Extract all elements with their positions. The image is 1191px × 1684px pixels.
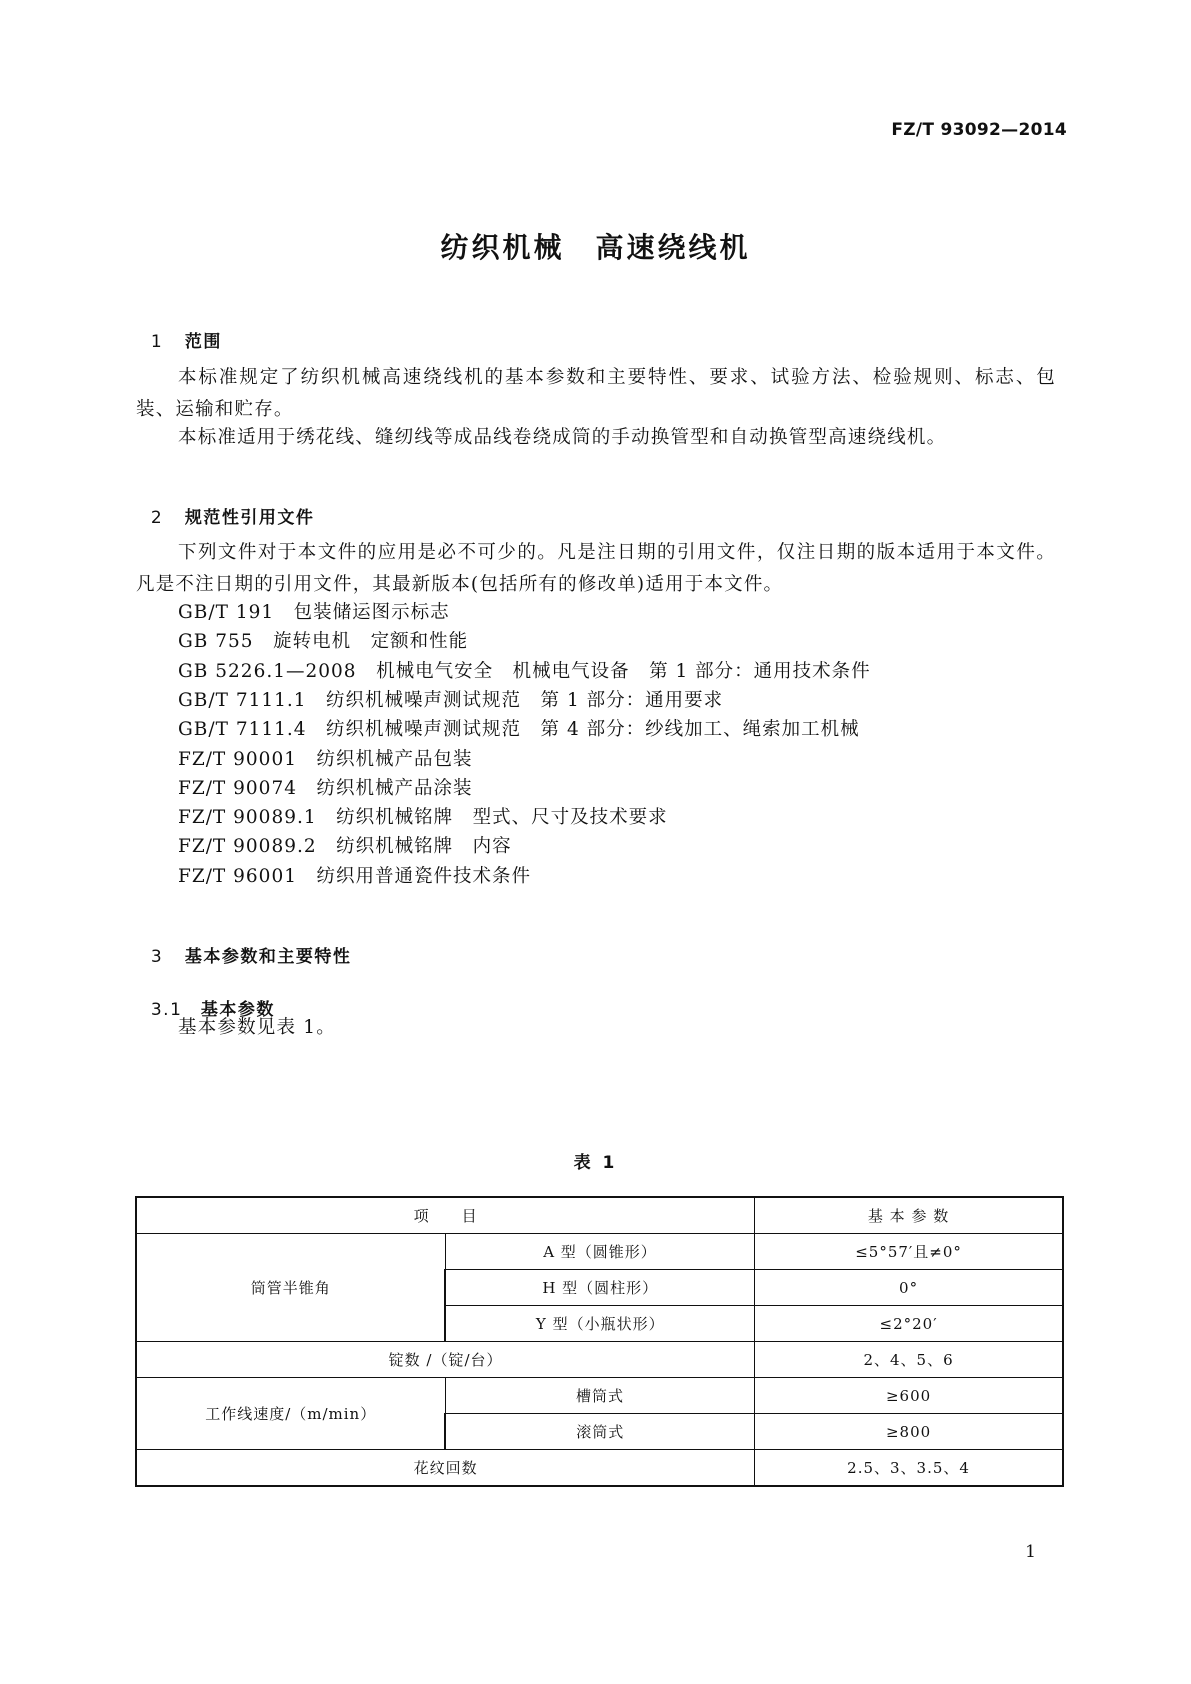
value-cell: 0° bbox=[755, 1270, 1063, 1306]
table-row bbox=[136, 1450, 1063, 1487]
reference-item: FZ/T 96001 纺织用普通瓷件技术条件 bbox=[178, 866, 531, 887]
pattern-label: 花纹回数 bbox=[136, 1450, 755, 1487]
section-title: 范围 bbox=[184, 332, 222, 352]
page-number: 1 bbox=[1025, 1542, 1036, 1562]
header-value: 基 本 参 数 bbox=[755, 1197, 1063, 1234]
section-title: 基本参数和主要特性 bbox=[184, 947, 352, 967]
speed-label: 工作线速度/（m/min） bbox=[136, 1378, 445, 1450]
value-cell: 2.5、3、3.5、4 bbox=[755, 1450, 1063, 1487]
type-cell: H 型（圆柱形） bbox=[445, 1270, 754, 1306]
section-2-heading bbox=[136, 483, 314, 528]
spindles-label: 锭数 /（锭/台） bbox=[136, 1342, 755, 1378]
section-number: 1 bbox=[150, 332, 164, 352]
basic-parameters-table bbox=[135, 1196, 1064, 1487]
section-number: 2 bbox=[150, 508, 164, 528]
cone-angle-label: 筒管半锥角 bbox=[136, 1234, 445, 1342]
params-intro: 基本参数见表 1。 bbox=[178, 1017, 336, 1038]
section-number: 3.1 bbox=[150, 1000, 183, 1020]
reference-item: GB/T 7111.1 纺织机械噪声测试规范 第 1 部分：通用要求 bbox=[178, 690, 724, 711]
document-title: 纺织机械 高速绕线机 bbox=[440, 231, 751, 264]
type-cell: 槽筒式 bbox=[445, 1378, 754, 1414]
value-cell: ≥600 bbox=[755, 1378, 1063, 1414]
reference-item: GB 755 旋转电机 定额和性能 bbox=[178, 631, 469, 652]
header-item: 项 目 bbox=[136, 1197, 755, 1234]
value-cell: ≤5°57′且≠0° bbox=[755, 1234, 1063, 1270]
type-cell: A 型（圆锥形） bbox=[445, 1234, 754, 1270]
section-title: 基本参数 bbox=[200, 1000, 275, 1020]
type-cell: 滚筒式 bbox=[445, 1414, 754, 1450]
reference-item: FZ/T 90001 纺织机械产品包装 bbox=[178, 749, 473, 770]
reference-item: GB 5226.1—2008 机械电气安全 机械电气设备 第 1 部分：通用技术条件 bbox=[178, 661, 871, 682]
reference-item: GB/T 7111.4 纺织机械噪声测试规范 第 4 部分：纱线加工、绳索加工机械 bbox=[178, 719, 860, 740]
reference-item: FZ/T 90089.2 纺织机械铭牌 内容 bbox=[178, 836, 512, 857]
references-intro: 下列文件对于本文件的应用是必不可少的。凡是注日期的引用文件，仅注日期的版本适用于本文件。凡是不注日期的引用文件，其最新版本(包括所有的修改单)适用于本文件。 bbox=[136, 542, 1056, 595]
scope-paragraph-1: 本标准规定了纺织机械高速绕线机的基本参数和主要特性、要求、试验方法、检验规则、标志、包装、运输和贮存。 bbox=[136, 367, 1056, 420]
table-header-row bbox=[136, 1197, 1063, 1234]
table-row bbox=[136, 1378, 1063, 1414]
section-1-heading bbox=[136, 307, 222, 352]
section-3-heading bbox=[136, 922, 351, 967]
section-title: 规范性引用文件 bbox=[184, 508, 315, 528]
value-cell: ≤2°20′ bbox=[755, 1306, 1063, 1342]
scope-paragraph-2: 本标准适用于绣花线、缝纫线等成品线卷绕成筒的手动换管型和自动换管型高速绕线机。 bbox=[178, 427, 947, 448]
value-cell: ≥800 bbox=[755, 1414, 1063, 1450]
standard-code: FZ/T 93092—2014 bbox=[891, 120, 1067, 140]
reference-item: FZ/T 90074 纺织机械产品涂装 bbox=[178, 778, 473, 799]
reference-item: FZ/T 90089.1 纺织机械铭牌 型式、尺寸及技术要求 bbox=[178, 807, 668, 828]
value-cell: 2、4、5、6 bbox=[755, 1342, 1063, 1378]
table-row bbox=[136, 1342, 1063, 1378]
section-number: 3 bbox=[150, 947, 164, 967]
table-caption: 表 1 bbox=[573, 1153, 618, 1173]
table-row bbox=[136, 1234, 1063, 1270]
type-cell: Y 型（小瓶状形） bbox=[445, 1306, 754, 1342]
reference-item: GB/T 191 包装储运图示标志 bbox=[178, 602, 450, 623]
